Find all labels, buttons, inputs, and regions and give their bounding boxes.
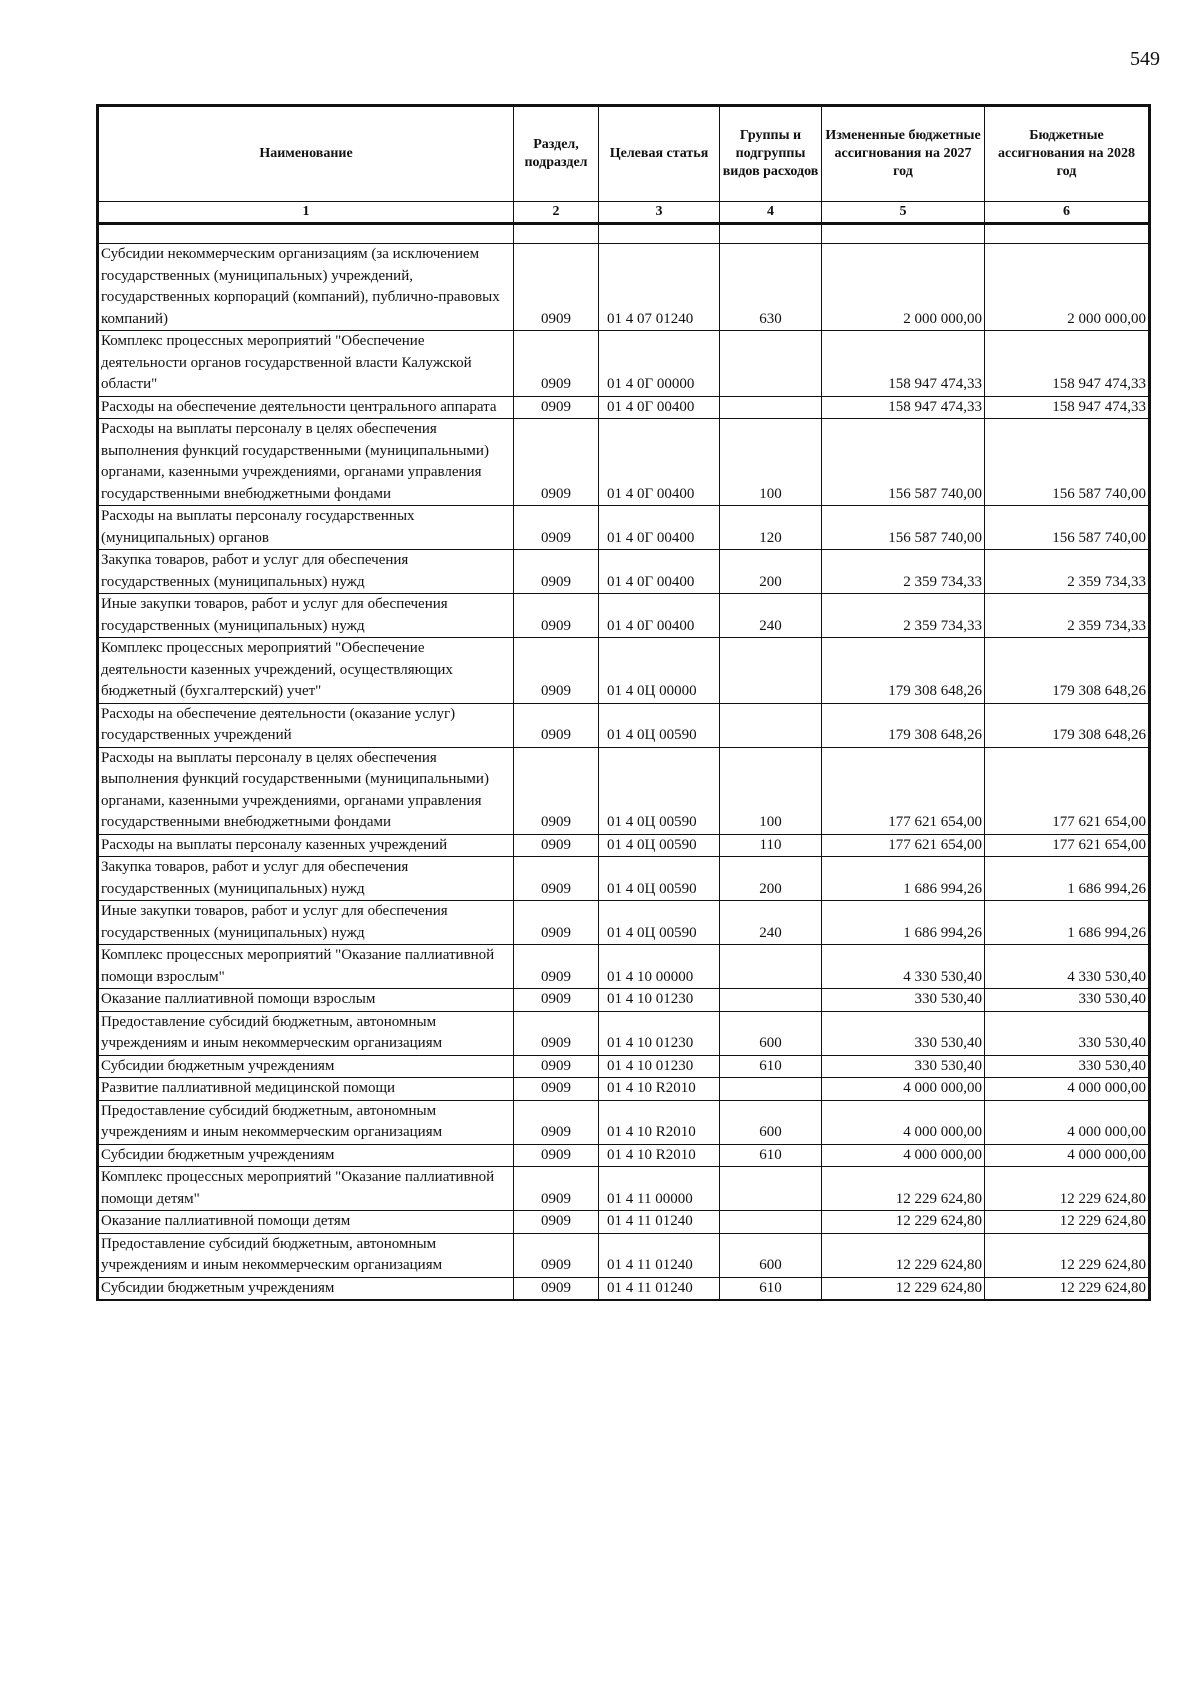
row-name: Комплекс процессных мероприятий "Оказание паллиативной помощи детям" — [98, 1167, 514, 1211]
row-group: 120 — [720, 506, 822, 550]
header-name: Наименование — [98, 106, 514, 202]
row-amount-2028: 156 587 740,00 — [985, 419, 1150, 506]
row-name: Субсидии бюджетным учреждениям — [98, 1144, 514, 1167]
row-section: 0909 — [514, 1055, 599, 1078]
table-row — [98, 1211, 1150, 1234]
row-target: 01 4 10 01230 — [599, 1055, 720, 1078]
table-row — [98, 747, 1150, 834]
row-target: 01 4 11 00000 — [599, 1167, 720, 1211]
row-group: 110 — [720, 834, 822, 857]
row-group: 600 — [720, 1233, 822, 1277]
row-name: Комплекс процессных мероприятий "Обеспечение деятельности органов государственной власти Калужской области" — [98, 331, 514, 397]
row-section: 0909 — [514, 331, 599, 397]
row-amount-2027: 330 530,40 — [822, 1011, 985, 1055]
row-amount-2028: 179 308 648,26 — [985, 703, 1150, 747]
row-group: 610 — [720, 1144, 822, 1167]
row-group: 630 — [720, 244, 822, 331]
row-target: 01 4 10 R2010 — [599, 1100, 720, 1144]
header-section: Раздел, подраздел — [514, 106, 599, 202]
row-amount-2028: 2 000 000,00 — [985, 244, 1150, 331]
row-group: 600 — [720, 1011, 822, 1055]
row-amount-2027: 2 359 734,33 — [822, 594, 985, 638]
table-row — [98, 331, 1150, 397]
row-section: 0909 — [514, 396, 599, 419]
row-group — [720, 396, 822, 419]
row-amount-2028: 1 686 994,26 — [985, 857, 1150, 901]
row-amount-2027: 158 947 474,33 — [822, 331, 985, 397]
table-row — [98, 1277, 1150, 1300]
spacer-cell — [822, 224, 985, 244]
row-target: 01 4 0Ц 00590 — [599, 857, 720, 901]
row-amount-2027: 4 330 530,40 — [822, 945, 985, 989]
row-section: 0909 — [514, 1167, 599, 1211]
table-row — [98, 857, 1150, 901]
row-group — [720, 1211, 822, 1234]
row-amount-2027: 1 686 994,26 — [822, 901, 985, 945]
row-name: Расходы на обеспечение деятельности центрального аппарата — [98, 396, 514, 419]
row-section: 0909 — [514, 1211, 599, 1234]
row-section: 0909 — [514, 550, 599, 594]
row-section: 0909 — [514, 945, 599, 989]
row-name: Субсидии бюджетным учреждениям — [98, 1277, 514, 1300]
row-amount-2027: 177 621 654,00 — [822, 834, 985, 857]
row-section: 0909 — [514, 1100, 599, 1144]
table-row — [98, 1144, 1150, 1167]
row-amount-2027: 12 229 624,80 — [822, 1233, 985, 1277]
row-target: 01 4 11 01240 — [599, 1277, 720, 1300]
row-amount-2027: 2 359 734,33 — [822, 550, 985, 594]
row-target: 01 4 10 01230 — [599, 1011, 720, 1055]
row-name: Расходы на выплаты персоналу в целях обеспечения выполнения функций государственными (муниципальными) органами, казенными учреждениями, органами управления государственными внебюджетными фондами — [98, 747, 514, 834]
row-target: 01 4 11 01240 — [599, 1233, 720, 1277]
row-amount-2027: 12 229 624,80 — [822, 1277, 985, 1300]
row-amount-2028: 177 621 654,00 — [985, 747, 1150, 834]
table-row — [98, 638, 1150, 704]
row-amount-2027: 179 308 648,26 — [822, 703, 985, 747]
row-section: 0909 — [514, 834, 599, 857]
row-section: 0909 — [514, 1277, 599, 1300]
row-section: 0909 — [514, 638, 599, 704]
row-group — [720, 638, 822, 704]
row-amount-2028: 12 229 624,80 — [985, 1233, 1150, 1277]
column-number: 5 — [822, 202, 985, 224]
row-amount-2028: 330 530,40 — [985, 1011, 1150, 1055]
row-name: Комплекс процессных мероприятий "Оказание паллиативной помощи взрослым" — [98, 945, 514, 989]
row-amount-2028: 4 330 530,40 — [985, 945, 1150, 989]
row-amount-2028: 12 229 624,80 — [985, 1211, 1150, 1234]
table-row — [98, 1233, 1150, 1277]
column-number: 6 — [985, 202, 1150, 224]
row-target: 01 4 10 R2010 — [599, 1078, 720, 1101]
row-name: Комплекс процессных мероприятий "Обеспечение деятельности казенных учреждений, осуществляющих бюджетный (бухгалтерский) учет" — [98, 638, 514, 704]
table-row — [98, 396, 1150, 419]
row-target: 01 4 10 R2010 — [599, 1144, 720, 1167]
table-row — [98, 945, 1150, 989]
header-amount-2028: Бюджетные ассигнования на 2028 год — [985, 106, 1150, 202]
row-group: 100 — [720, 747, 822, 834]
row-amount-2027: 2 000 000,00 — [822, 244, 985, 331]
spacer-cell — [514, 224, 599, 244]
row-amount-2027: 177 621 654,00 — [822, 747, 985, 834]
table-row — [98, 901, 1150, 945]
table-row — [98, 550, 1150, 594]
column-number: 3 — [599, 202, 720, 224]
row-group: 610 — [720, 1055, 822, 1078]
row-section: 0909 — [514, 1078, 599, 1101]
row-group — [720, 1167, 822, 1211]
row-target: 01 4 0Г 00400 — [599, 419, 720, 506]
row-target: 01 4 0Г 00400 — [599, 550, 720, 594]
header-row — [98, 106, 1150, 202]
row-amount-2028: 2 359 734,33 — [985, 594, 1150, 638]
row-name: Иные закупки товаров, работ и услуг для обеспечения государственных (муниципальных) нужд — [98, 594, 514, 638]
row-group: 600 — [720, 1100, 822, 1144]
row-amount-2028: 179 308 648,26 — [985, 638, 1150, 704]
row-target: 01 4 0Ц 00590 — [599, 747, 720, 834]
row-group: 240 — [720, 594, 822, 638]
row-name: Развитие паллиативной медицинской помощи — [98, 1078, 514, 1101]
spacer-cell — [98, 224, 514, 244]
spacer-row — [98, 224, 1150, 244]
row-amount-2028: 12 229 624,80 — [985, 1277, 1150, 1300]
row-name: Закупка товаров, работ и услуг для обеспечения государственных (муниципальных) нужд — [98, 550, 514, 594]
row-amount-2028: 156 587 740,00 — [985, 506, 1150, 550]
table-row — [98, 419, 1150, 506]
spacer-cell — [985, 224, 1150, 244]
spacer-cell — [720, 224, 822, 244]
row-section: 0909 — [514, 901, 599, 945]
row-target: 01 4 0Г 00400 — [599, 396, 720, 419]
row-name: Предоставление субсидий бюджетным, автономным учреждениям и иным некоммерческим организациям — [98, 1100, 514, 1144]
row-section: 0909 — [514, 857, 599, 901]
row-target: 01 4 0Ц 00590 — [599, 834, 720, 857]
spacer-cell — [599, 224, 720, 244]
row-group: 100 — [720, 419, 822, 506]
table-row — [98, 1100, 1150, 1144]
header-groups: Группы и подгруппы видов расходов — [720, 106, 822, 202]
table-row — [98, 834, 1150, 857]
column-number: 1 — [98, 202, 514, 224]
row-name: Предоставление субсидий бюджетным, автономным учреждениям и иным некоммерческим организациям — [98, 1233, 514, 1277]
row-amount-2028: 4 000 000,00 — [985, 1078, 1150, 1101]
row-target: 01 4 07 01240 — [599, 244, 720, 331]
row-group: 200 — [720, 857, 822, 901]
table-row — [98, 1055, 1150, 1078]
row-amount-2027: 179 308 648,26 — [822, 638, 985, 704]
row-section: 0909 — [514, 1144, 599, 1167]
row-group — [720, 331, 822, 397]
row-group — [720, 989, 822, 1012]
row-group — [720, 703, 822, 747]
row-group — [720, 945, 822, 989]
row-name: Расходы на выплаты персоналу в целях обеспечения выполнения функций государственными (муниципальными) органами, казенными учреждениями, органами управления государственными внебюджетными фондами — [98, 419, 514, 506]
row-amount-2027: 4 000 000,00 — [822, 1100, 985, 1144]
row-amount-2028: 158 947 474,33 — [985, 396, 1150, 419]
row-amount-2028: 2 359 734,33 — [985, 550, 1150, 594]
table-row — [98, 594, 1150, 638]
row-amount-2027: 12 229 624,80 — [822, 1167, 985, 1211]
row-group — [720, 1078, 822, 1101]
row-name: Субсидии некоммерческим организациям (за исключением государственных (муниципальных) учреждений, государственных корпораций (компаний), публично-правовых компаний) — [98, 244, 514, 331]
row-name: Расходы на выплаты персоналу казенных учреждений — [98, 834, 514, 857]
row-name: Расходы на обеспечение деятельности (оказание услуг) государственных учреждений — [98, 703, 514, 747]
row-target: 01 4 0Г 00400 — [599, 506, 720, 550]
row-amount-2028: 1 686 994,26 — [985, 901, 1150, 945]
row-amount-2028: 330 530,40 — [985, 1055, 1150, 1078]
row-target: 01 4 11 01240 — [599, 1211, 720, 1234]
row-section: 0909 — [514, 1233, 599, 1277]
row-amount-2028: 330 530,40 — [985, 989, 1150, 1012]
header-target: Целевая статья — [599, 106, 720, 202]
row-section: 0909 — [514, 244, 599, 331]
budget-table — [96, 104, 1151, 1301]
row-amount-2028: 4 000 000,00 — [985, 1100, 1150, 1144]
row-amount-2027: 156 587 740,00 — [822, 506, 985, 550]
row-amount-2027: 4 000 000,00 — [822, 1144, 985, 1167]
row-group: 610 — [720, 1277, 822, 1300]
row-name: Субсидии бюджетным учреждениям — [98, 1055, 514, 1078]
row-section: 0909 — [514, 419, 599, 506]
row-section: 0909 — [514, 1011, 599, 1055]
row-amount-2027: 156 587 740,00 — [822, 419, 985, 506]
row-target: 01 4 0Г 00000 — [599, 331, 720, 397]
row-group: 240 — [720, 901, 822, 945]
row-amount-2027: 330 530,40 — [822, 1055, 985, 1078]
row-amount-2028: 12 229 624,80 — [985, 1167, 1150, 1211]
column-number: 2 — [514, 202, 599, 224]
row-amount-2028: 177 621 654,00 — [985, 834, 1150, 857]
table-row — [98, 244, 1150, 331]
row-name: Оказание паллиативной помощи детям — [98, 1211, 514, 1234]
page-number: 549 — [1130, 48, 1160, 70]
row-amount-2027: 330 530,40 — [822, 989, 985, 1012]
row-amount-2027: 158 947 474,33 — [822, 396, 985, 419]
row-section: 0909 — [514, 703, 599, 747]
row-amount-2028: 4 000 000,00 — [985, 1144, 1150, 1167]
row-section: 0909 — [514, 989, 599, 1012]
row-name: Иные закупки товаров, работ и услуг для обеспечения государственных (муниципальных) нужд — [98, 901, 514, 945]
row-name: Закупка товаров, работ и услуг для обеспечения государственных (муниципальных) нужд — [98, 857, 514, 901]
table-row — [98, 989, 1150, 1012]
row-name: Оказание паллиативной помощи взрослым — [98, 989, 514, 1012]
row-target: 01 4 10 00000 — [599, 945, 720, 989]
row-target: 01 4 0Ц 00590 — [599, 703, 720, 747]
header-amount-2027: Измененные бюджетные ассигнования на 2027 год — [822, 106, 985, 202]
row-amount-2028: 158 947 474,33 — [985, 331, 1150, 397]
row-name: Предоставление субсидий бюджетным, автономным учреждениям и иным некоммерческим организациям — [98, 1011, 514, 1055]
row-section: 0909 — [514, 594, 599, 638]
column-number: 4 — [720, 202, 822, 224]
table-row — [98, 1078, 1150, 1101]
table-row — [98, 703, 1150, 747]
column-number-row — [98, 202, 1150, 224]
row-section: 0909 — [514, 506, 599, 550]
row-amount-2027: 1 686 994,26 — [822, 857, 985, 901]
row-target: 01 4 0Ц 00590 — [599, 901, 720, 945]
row-amount-2027: 4 000 000,00 — [822, 1078, 985, 1101]
row-section: 0909 — [514, 747, 599, 834]
table-row — [98, 506, 1150, 550]
row-group: 200 — [720, 550, 822, 594]
row-amount-2027: 12 229 624,80 — [822, 1211, 985, 1234]
row-target: 01 4 10 01230 — [599, 989, 720, 1012]
row-name: Расходы на выплаты персоналу государственных (муниципальных) органов — [98, 506, 514, 550]
table-row — [98, 1011, 1150, 1055]
row-target: 01 4 0Г 00400 — [599, 594, 720, 638]
row-target: 01 4 0Ц 00000 — [599, 638, 720, 704]
table-row — [98, 1167, 1150, 1211]
